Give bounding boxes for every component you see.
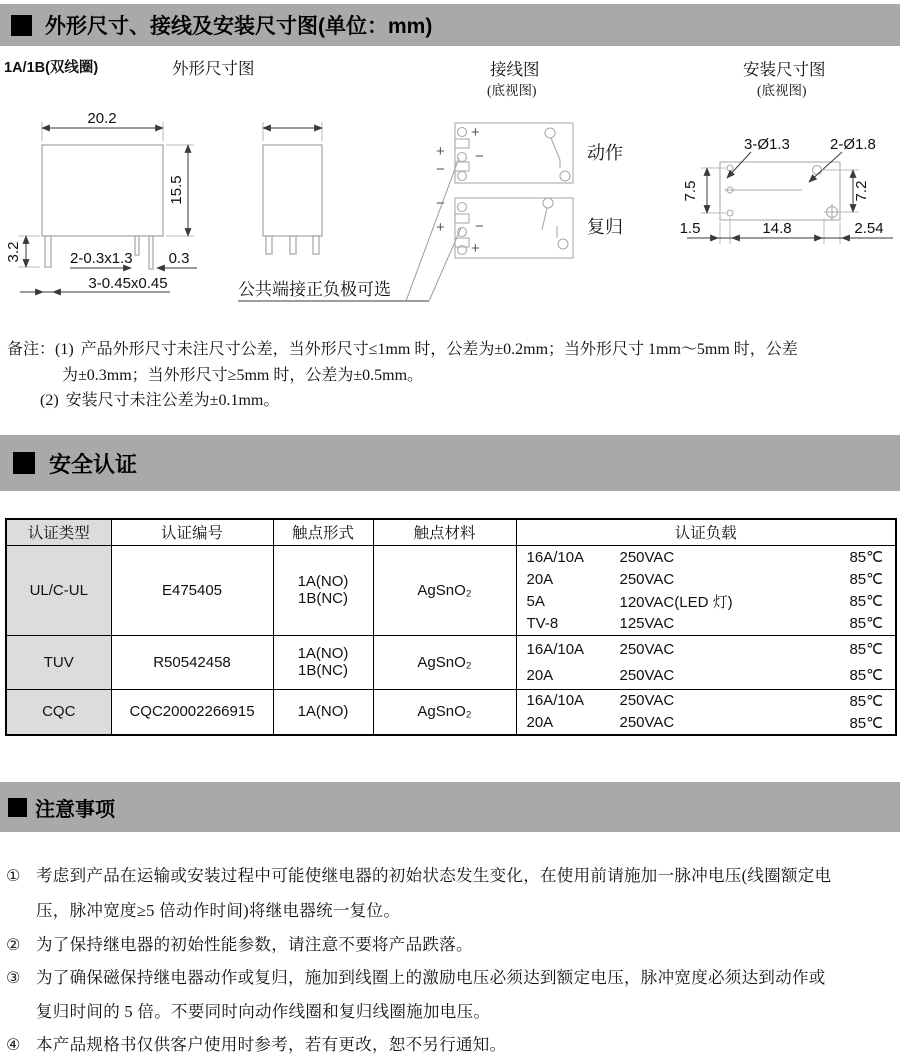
reset-coil-outer-plus: + bbox=[436, 219, 445, 236]
precaution-note-continuation bbox=[36, 897, 400, 921]
contact-material-cell: AgSnO₂ bbox=[373, 689, 516, 735]
note-text: 为了保持继电器的初始性能参数，请注意不要将产品跌落。 bbox=[36, 935, 473, 954]
remark-2-text: 安装尺寸未注公差为±0.1mm。 bbox=[65, 392, 280, 409]
dim-left-label: 7.5 bbox=[682, 180, 699, 202]
contact-material-cell: AgSnO₂ bbox=[373, 635, 516, 689]
cert-type-cell: TUV bbox=[6, 635, 111, 689]
section-marker-icon bbox=[13, 452, 35, 474]
contact-form-line: 1A(NO) bbox=[297, 645, 349, 662]
reset-label: 复归 bbox=[587, 217, 623, 237]
cert-load-cell bbox=[516, 635, 896, 689]
col-header-contact-material: 触点材料 bbox=[373, 519, 516, 545]
note-text: 复归时间的 5 倍。不要同时向动作线圈和复归线圈施加电压。 bbox=[36, 1002, 491, 1021]
reset-coil-inner-minus: − bbox=[475, 218, 484, 235]
outline-side-view bbox=[238, 122, 461, 301]
dim-bottom-mid-label: 14.8 bbox=[762, 220, 792, 237]
precaution-note bbox=[6, 862, 831, 886]
cert-type-cell: CQC bbox=[6, 689, 111, 735]
section-certification-title: 安全认证 bbox=[49, 451, 138, 477]
mounting-view bbox=[680, 136, 893, 244]
remark-1-number: (1) bbox=[55, 341, 74, 358]
section-dimensions-title: 外形尺寸、接线及安装尺寸图(单位：mm) bbox=[45, 15, 433, 38]
cert-number-cell: CQC20002266915 bbox=[111, 689, 273, 735]
mounting-diagram-label: 安装尺寸图 bbox=[743, 60, 826, 79]
dim-width-label: 20.2 bbox=[87, 110, 117, 127]
note-number: ④ bbox=[6, 1035, 21, 1054]
contact-form-line: 1B(NC) bbox=[297, 662, 348, 679]
wiring-bottom-view-label: (底视图) bbox=[487, 83, 537, 98]
outline-front-view bbox=[5, 110, 197, 292]
load-line: TV-8 125VAC 85℃ bbox=[526, 614, 883, 632]
load-line: 16A/10A 250VAC 85℃ bbox=[526, 692, 883, 710]
dim-height-label: 15.5 bbox=[168, 175, 185, 205]
cert-number-cell: E475405 bbox=[111, 545, 273, 635]
remark-2-number: (2) bbox=[40, 392, 59, 409]
contact-form-line: 1A(NO) bbox=[297, 703, 349, 721]
table-header-row bbox=[6, 519, 896, 545]
precaution-note bbox=[6, 964, 826, 988]
precaution-note-continuation bbox=[36, 998, 490, 1022]
section-precautions-title: 注意事项 bbox=[35, 798, 115, 821]
section-marker-icon bbox=[8, 798, 27, 817]
large-holes-label: 2-Ø1.8 bbox=[830, 136, 876, 153]
set-coil-outer-plus: + bbox=[436, 143, 445, 160]
table-row bbox=[6, 689, 896, 735]
col-header-contact-form: 触点形式 bbox=[273, 519, 373, 545]
remarks-line-1 bbox=[7, 336, 798, 359]
contact-form-cell bbox=[273, 635, 373, 689]
note-text: 为了确保磁保持继电器动作或复归，施加到线圈上的激励电压必须达到额定电压，脉冲宽度必须达到动作或 bbox=[36, 968, 826, 987]
load-line: 5A 120VAC(LED 灯) 85℃ bbox=[526, 592, 883, 611]
note-number: ① bbox=[6, 866, 21, 885]
variant-label: 1A/1B(双线圈) bbox=[4, 60, 99, 76]
section-dimensions-header-bar bbox=[0, 4, 900, 46]
contact-form-line: 1A(NO) bbox=[297, 573, 349, 590]
mounting-bottom-view-label: (底视图) bbox=[757, 83, 807, 98]
set-coil-outer-minus: − bbox=[436, 161, 445, 178]
note-number: ② bbox=[6, 935, 21, 954]
set-label: 动作 bbox=[587, 143, 623, 163]
cert-number-cell: R50542458 bbox=[111, 635, 273, 689]
contact-material-cell: AgSnO₂ bbox=[373, 545, 516, 635]
contact-form-line: 1B(NC) bbox=[297, 590, 348, 607]
dim-standoff-label: 3.2 bbox=[5, 241, 22, 263]
note-number: ③ bbox=[6, 968, 21, 987]
cert-type-cell: UL/C-UL bbox=[6, 545, 111, 635]
load-line: 20A 250VAC 85℃ bbox=[526, 666, 883, 684]
note-text: 考虑到产品在运输或安装过程中可能使继电器的初始状态发生变化，在使用前请施加一脉冲电压(线圈额定电 bbox=[36, 866, 832, 885]
note-text: 本产品规格书仅供客户使用时参考，若有更改，恕不另行通知。 bbox=[36, 1035, 507, 1054]
load-line: 20A 250VAC 85℃ bbox=[526, 714, 883, 732]
contact-form-cell bbox=[273, 689, 373, 735]
certification-table bbox=[5, 518, 897, 736]
dim-pin-square-label: 3-0.45x0.45 bbox=[88, 275, 168, 292]
remark-1-text-line1: 产品外形尺寸未注尺寸公差，当外形尺寸≤1mm 时，公差为±0.2mm；当外形尺寸 1mm～5mm 时，公差 bbox=[80, 341, 798, 358]
dim-bottom-left-label: 1.5 bbox=[679, 220, 701, 237]
contact-form-cell bbox=[273, 545, 373, 635]
small-holes-label: 3-Ø1.3 bbox=[744, 136, 790, 153]
set-coil-inner-minus: − bbox=[475, 148, 484, 165]
wiring-diagram bbox=[436, 123, 623, 258]
dim-pin-slot-label: 2-0.3x1.3 bbox=[70, 250, 133, 267]
precaution-note bbox=[6, 1031, 506, 1055]
remark-1-text-line2: 为±0.3mm；当外形尺寸≥5mm 时，公差为±0.5mm。 bbox=[62, 367, 424, 384]
wiring-diagram-label: 接线图 bbox=[490, 60, 540, 79]
technical-drawings bbox=[0, 92, 900, 336]
load-line: 16A/10A 250VAC 85℃ bbox=[526, 548, 883, 566]
dim-pin-gap-label: 0.3 bbox=[168, 250, 190, 267]
note-text: 压，脉冲宽度≥5 倍动作时间)将继电器统一复位。 bbox=[36, 901, 401, 920]
reset-coil-outer-minus: − bbox=[436, 195, 445, 212]
section-marker-icon bbox=[11, 15, 32, 36]
dim-bottom-right-label: 2.54 bbox=[854, 220, 884, 237]
load-line: 20A 250VAC 85℃ bbox=[526, 570, 883, 588]
col-header-cert-load: 认证负载 bbox=[516, 519, 896, 545]
outline-diagram-label: 外形尺寸图 bbox=[172, 59, 255, 78]
common-terminal-note: 公共端接正负极可选 bbox=[238, 280, 391, 299]
section-precautions-header-bar bbox=[0, 782, 900, 832]
load-line: 16A/10A 250VAC 85℃ bbox=[526, 640, 883, 658]
remarks-line-2 bbox=[40, 387, 279, 410]
col-header-cert-type: 认证类型 bbox=[6, 519, 111, 545]
cert-load-cell bbox=[516, 689, 896, 735]
table-row bbox=[6, 635, 896, 689]
table-row bbox=[6, 545, 896, 635]
col-header-cert-number: 认证编号 bbox=[111, 519, 273, 545]
dim-right-label: 7.2 bbox=[853, 180, 870, 202]
remarks-label: 备注： bbox=[7, 341, 56, 358]
cert-load-cell bbox=[516, 545, 896, 635]
section-certification-header-bar bbox=[0, 435, 900, 491]
set-coil-inner-plus: + bbox=[471, 124, 480, 141]
precaution-note bbox=[6, 931, 473, 955]
reset-coil-inner-plus: + bbox=[471, 240, 480, 257]
